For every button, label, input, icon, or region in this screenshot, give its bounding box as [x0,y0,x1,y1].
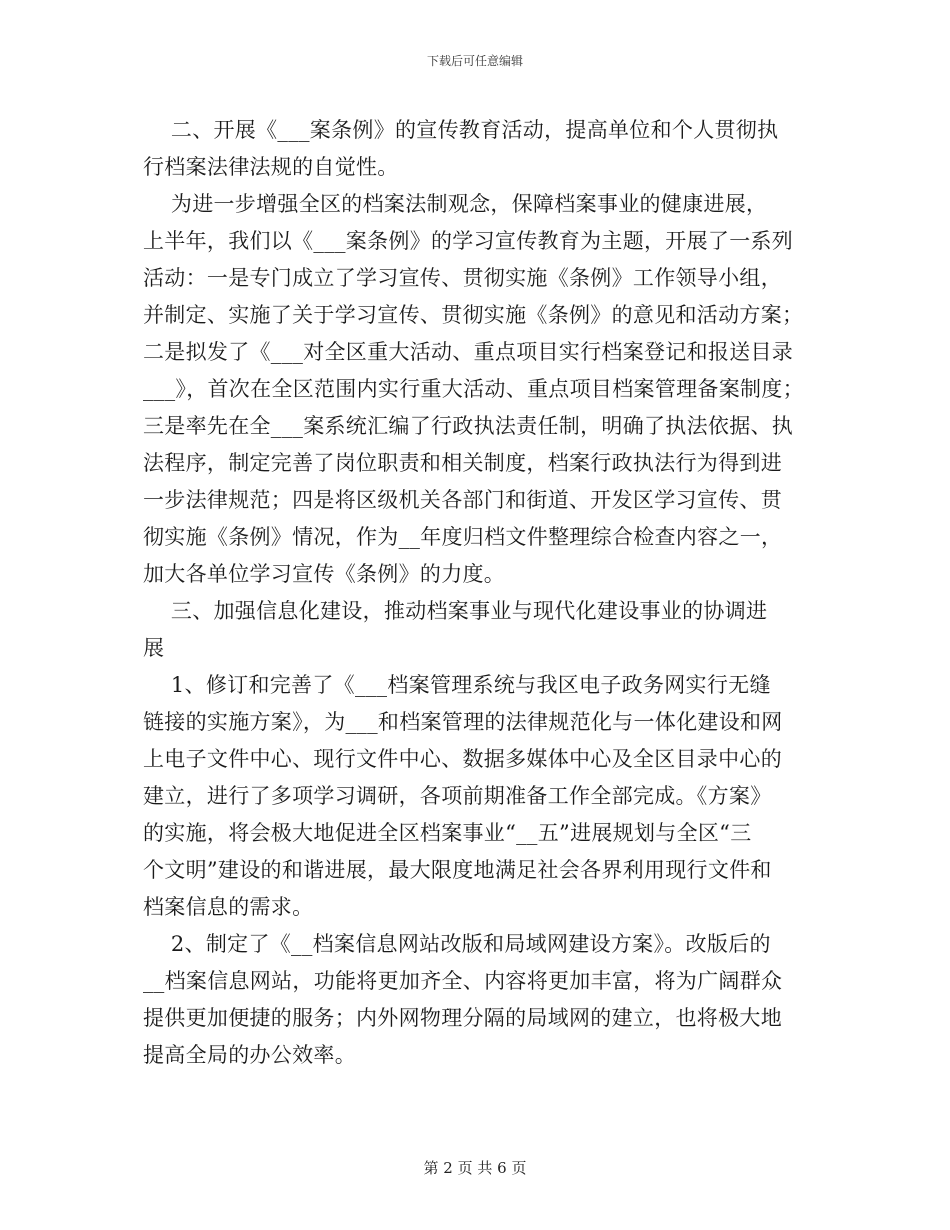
text-line: 档案信息的需求。 [143,895,314,919]
text-line: 为进一步增强全区的档案法制观念，保障档案事业的健康进展， [143,192,768,216]
text-line: 彻实施《条例》情况，作为__年度归档文件整理综合检查内容之一， [143,525,783,549]
text-line: 行档案法律法规的自觉性。 [143,155,399,179]
page-footer: 第 2 页 共 6 页 [423,1159,527,1177]
text-line: 三、加强信息化建设，推动档案事业与现代化建设事业的协调进 [143,599,768,623]
text-line: 上半年，我们以《___案条例》的学习宣传教育为主题，开展了一系列 [143,229,794,253]
text-line: 的实施，将会极大地促进全区档案事业“__五”进展规划与全区“三 [143,821,752,845]
text-line: 法程序，制定完善了岗位职责和相关制度，档案行政执法行为得到进 [143,451,782,475]
text-line: __档案信息网站，功能将更加齐全、内容将更加丰富，将为广阔群众 [143,969,783,993]
text-line: 1、修订和完善了《___档案管理系统与我区电子政务网实行无缝 [143,673,771,697]
text-line: 2、制定了《__档案信息网站改版和局域网建设方案》。改版后的 [143,932,771,956]
text-line: 上电子文件中心、现行文件中心、数据多媒体中心及全区目录中心的 [143,747,782,771]
text-line: 活动：一是专门成立了学习宣传、贯彻实施《条例》工作领导小组， [143,266,782,290]
text-line: 三是率先在全___案系统汇编了行政执法责任制，明确了执法依据、执 [143,414,794,438]
text-line: 并制定、实施了关于学习宣传、贯彻实施《条例》的意见和活动方案； [143,303,804,327]
text-line: 链接的实施方案》，为___和档案管理的法律规范化与一体化建设和网 [143,710,783,734]
text-line: 一步法律规范；四是将区级机关各部门和街道、开发区学习宣传、贯 [143,488,782,512]
text-line: 加大各单位学习宣传《条例》的力度。 [143,562,506,586]
document-body [143,112,813,1074]
text-line: 提高全局的办公效率。 [143,1043,356,1067]
text-line: ___》，首次在全区范围内实行重大活动、重点项目档案管理备案制度； [143,377,804,401]
text-line: 提供更加便捷的服务；内外网物理分隔的局域网的建立，也将极大地 [143,1006,782,1030]
text-line: 二、开展《___案条例》的宣传教育活动，提高单位和个人贯彻执 [143,118,779,142]
text-line: 建立，进行了多项学习调研，各项前期准备工作全部完成。《方案》 [143,784,772,808]
text-line: 二是拟发了《___对全区重大活动、重点项目实行档案登记和报送目录 [143,340,794,364]
text-line: 展 [143,636,165,660]
page-header: 下载后可任意编辑 [426,54,523,68]
text-line: 个文明”建设的和谐进展，最大限度地满足社会各界利用现行文件和 [143,858,772,882]
